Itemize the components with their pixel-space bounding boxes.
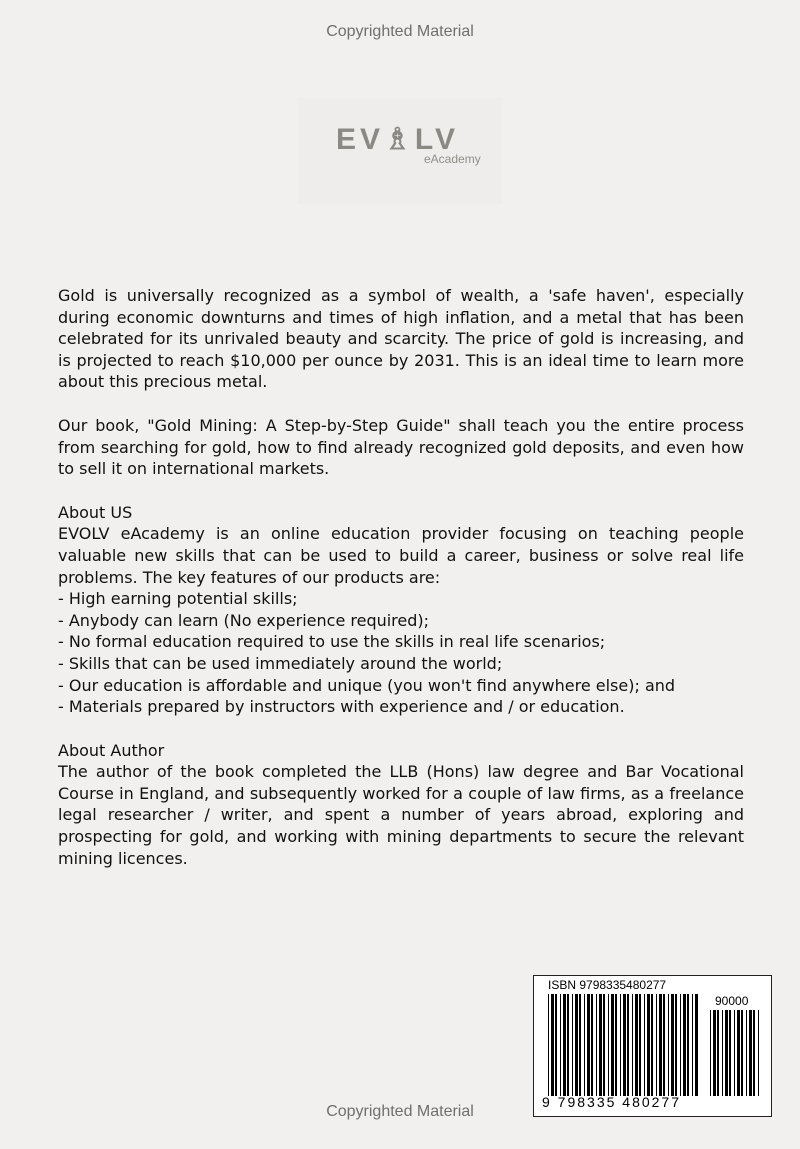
ean-digits: 9 798335 480277 [542,1094,681,1110]
about-us-heading: About US [58,502,133,522]
feature-item: - High earning potential skills; [58,589,298,609]
about-author-paragraph: The author of the book completed the LLB (Hons) law degree and Bar Vocational Course in England, and subsequently worked for a couple of law firms, as a freelance legal researcher / writer, and spent a number of years abroad, exploring and prospecting for gold, and working with mining departments to secure the relevant mining licences. [58,762,744,868]
about-author-heading: About Author [58,740,165,760]
publisher-logo [298,98,502,204]
feature-item: - No formal education required to use the skills in real life scenarios; [58,632,606,652]
feature-item: - Skills that can be used immediately around the world; [58,653,503,673]
about-us-paragraph: EVOLV eAcademy is an online education provider focusing on teaching people valuable new skills that can be used to build a career, business or solve real life problems. The key features of our products are: [58,524,744,587]
logo-subtitle: eAcademy [424,152,481,166]
logo-wordmark: EV♗LV [336,123,460,156]
feature-item: - Anybody can learn (No experience required); [58,610,430,630]
intro-paragraph: Gold is universally recognized as a symbol of wealth, a 'safe haven', especially during economic downturns and times of high inflation, and a metal that has been celebrated for its unrivaled beauty and scarcity. The price of gold is increasing, and is projected to reach $10,000 per ounce by 2031. This is an ideal time to learn more about this precious metal. [58,286,744,392]
copyright-watermark-top: Copyrighted Material [326,23,474,40]
feature-item: - Materials prepared by instructors with experience and / or education. [58,697,625,717]
price-code: 90000 [715,994,749,1008]
copyright-watermark-bottom: Copyrighted Material [326,1103,474,1120]
isbn-label: ISBN 9798335480277 [548,978,667,992]
feature-item: - Our education is affordable and unique (you won't find anywhere else); and [58,675,676,695]
back-cover-text [58,285,744,869]
book-paragraph: Our book, "Gold Mining: A Step-by-Step Guide" shall teach you the entire process from searching for gold, how to find already recognized gold deposits, and even how to sell it on international markets. [58,415,744,479]
isbn-barcode [533,975,772,1117]
